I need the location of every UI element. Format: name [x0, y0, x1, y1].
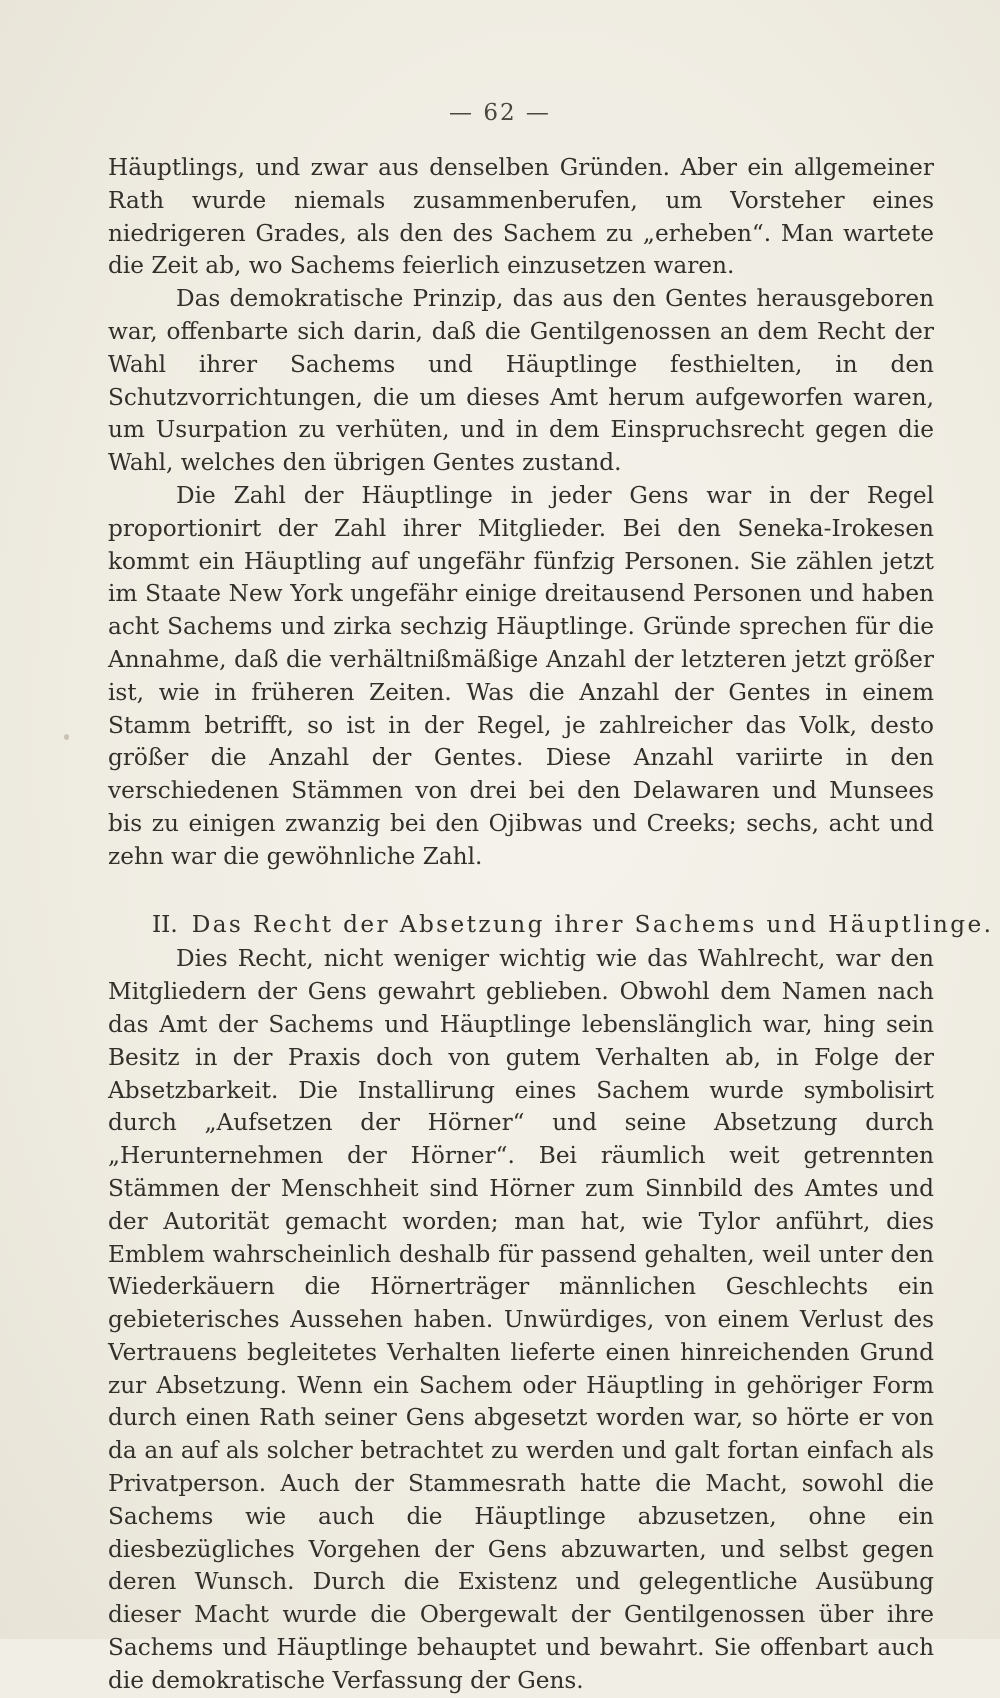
paragraph-continued: Häuptlings, und zwar aus denselben Gründen. Aber ein allgemeiner Rath wurde niemals zusammenberufen, um Vorsteher eines niedrigeren Grades, als den des Sachem zu „erheben“. Man wartete die Zeit ab, wo Sachems feierlich einzusetzen waren.: [108, 154, 934, 280]
section-heading: [152, 909, 994, 942]
paragraph-democratic-principle: Das demokratische Prinzip, das aus den Gentes herausgeboren war, offenbarte sich darin, daß die Gentilgenossen an dem Recht der Wahl ihrer Sachems und Häuptlinge festhielten, in den Schutzvorrichtungen, die um dieses Amt herum aufgeworfen waren, um Usurpation zu verhüten, und in dem Einspruchsrecht gegen die Wahl, welches den übrigen Gentes zustand.: [108, 285, 934, 477]
paragraph-number-of-chiefs: Die Zahl der Häuptlinge in jeder Gens war in der Regel proportionirt der Zahl ihrer Mitglieder. Bei den Seneka-Irokesen kommt ein Häuptling auf ungefähr fünfzig Personen. Sie zählen jetzt im Staate New York ungefähr einige dreitausend Personen und haben acht Sachems und zirka sechzig Häuptlinge. Gründe sprechen für die Annahme, daß die verhältnißmäßige Anzahl der letzteren jetzt größer ist, wie in früheren Zeiten. Was die Anzahl der Gentes in einem Stamm betrifft, so ist in der Regel, je zahlreicher das Volk, desto größer die Anzahl der Gentes. Diese Anzahl variirte in den verschiedenen Stämmen von drei bei den Delawaren und Munsees bis zu einigen zwanzig bei den Ojibwas und Creeks; sechs, acht und zehn war die gewöhnliche Zahl.: [108, 481, 934, 870]
paragraph-right-of-deposition: Dies Recht, nicht weniger wichtig wie das Wahlrecht, war den Mitgliedern der Gens gewahrt geblieben. Obwohl dem Namen nach das Amt der Sachems und Häuptlinge lebenslänglich war, hing sein Besitz in der Praxis doch von gutem Verhalten ab, in Folge der Absetzbarkeit. Die Installirung eines Sachem wurde symbolisirt durch „Aufsetzen der Hörner“ und seine Absetzung durch „Herunternehmen der Hörner“. Bei räumlich weit getrennten Stämmen der Menschheit sind Hörner zum Sinnbild des Amtes und der Autorität gemacht worden; man hat, wie Tylor anführt, dies Emblem wahrscheinlich deshalb für passend gehalten, weil unter den Wiederkäuern die Hörnerträger männlichen Geschlechts ein gebieterisches Aussehen haben. Unwürdiges, von einem Verlust des Vertrauens begleitetes Verhalten lieferte einen hinreichenden Grund zur Absetzung. Wenn ein Sachem oder Häuptling in gehöriger Form durch einen Rath seiner Gens abgesetzt worden war, so hörte er von da an auf als solcher betrachtet zu werden und galt fortan einfach als Privatperson. Auch der Stammesrath hatte die Macht, sowohl die Sachems wie auch die Häuptlinge abzusetzen, ohne ein diesbezügliches Vorgehen der Gens abzuwarten, und selbst gegen deren Wunsch. Durch die Existenz und gelegentliche Ausübung dieser Macht wurde die Obergewalt der Gentilgenossen über ihre Sachems und Häuptlinge behauptet und bewahrt. Sie offenbart auch die demokratische Verfassung der Gens.: [108, 945, 934, 1694]
section-title: Das Recht der Absetzung ihrer Sachems und Häuptlinge.: [191, 910, 994, 938]
ink-blot: [64, 734, 69, 740]
body-text: [108, 152, 994, 1698]
page-number: — 62 —: [449, 100, 551, 126]
section-number: II.: [152, 910, 178, 938]
